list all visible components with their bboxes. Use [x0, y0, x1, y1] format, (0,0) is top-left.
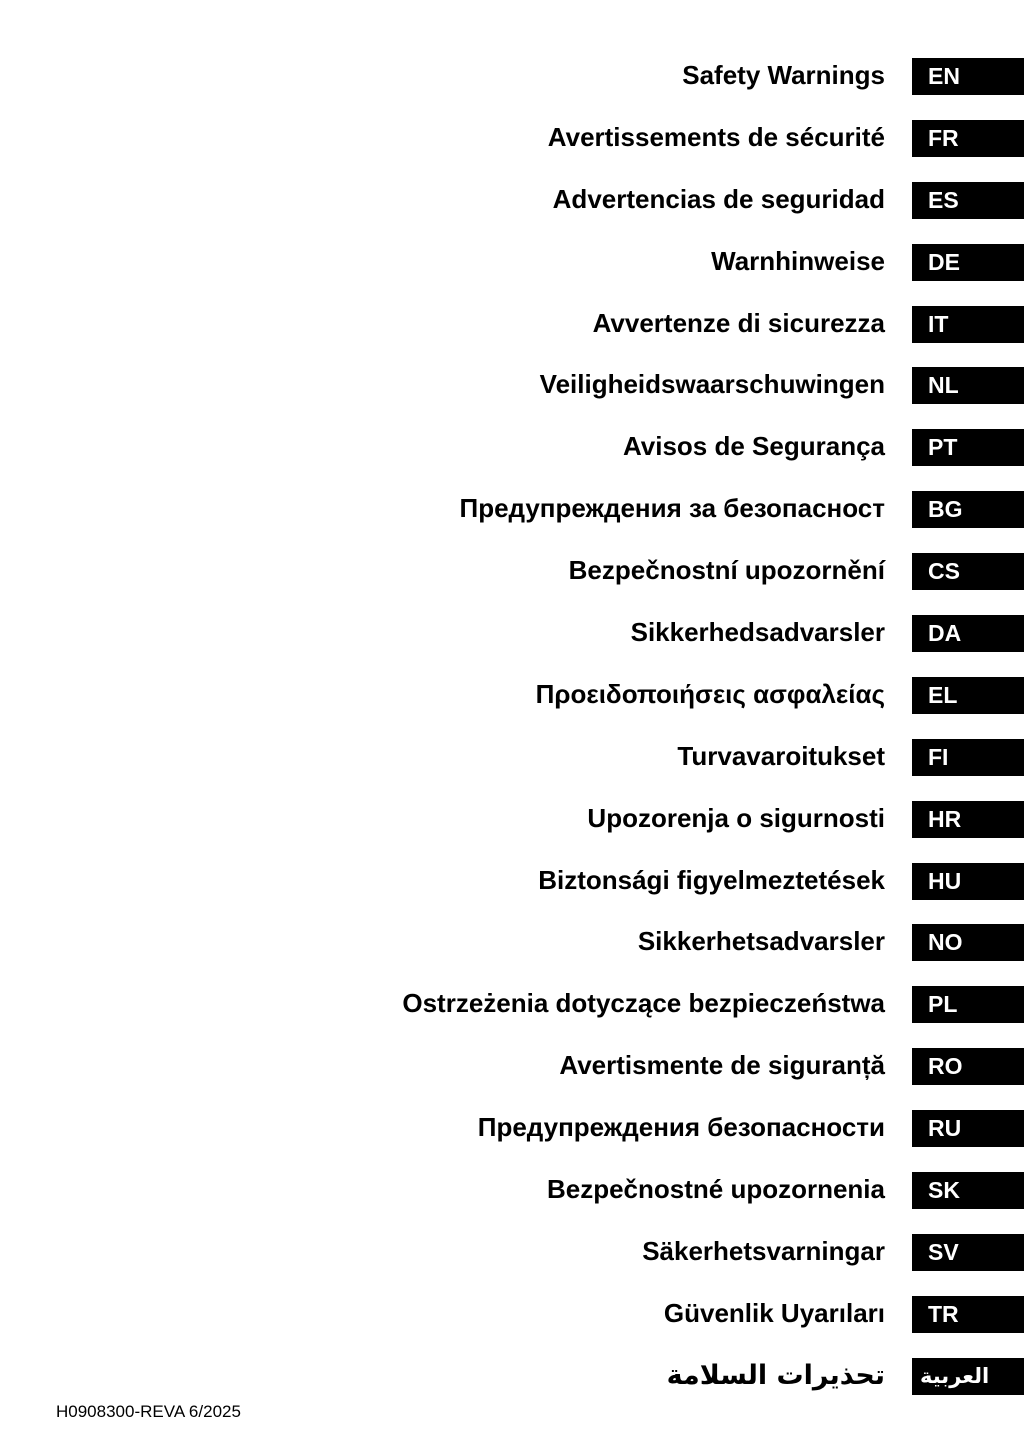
language-code-tab-pl: PL [912, 986, 1024, 1023]
language-title-da: Sikkerhedsadvarsler [630, 617, 885, 648]
language-code-tab-de: DE [912, 244, 1024, 281]
language-title-el: Προειδοποιήσεις ασφαλείας [535, 678, 885, 709]
language-row-sk [0, 1171, 1024, 1233]
language-row-hu [0, 862, 1024, 924]
language-row-pt [0, 428, 1024, 490]
language-code-tab-tr: TR [912, 1296, 1024, 1333]
language-row-sv [0, 1233, 1024, 1295]
document-reference-number: H0908300-REVA 6/2025 [56, 1402, 241, 1421]
language-row-da [0, 614, 1024, 676]
language-code-tab-ar: العربية [912, 1358, 1024, 1395]
language-title-it: Avvertenze di sicurezza [592, 307, 885, 338]
language-code-tab-it: IT [912, 306, 1024, 343]
language-code-tab-hu: HU [912, 863, 1024, 900]
language-row-es [0, 181, 1024, 243]
language-code-tab-ru: RU [912, 1110, 1024, 1147]
language-title-bg: Предупреждения за безопасност [459, 493, 885, 524]
language-row-pl [0, 985, 1024, 1047]
language-row-fi [0, 738, 1024, 800]
language-row-bg [0, 490, 1024, 552]
language-title-tr: Güvenlik Uyarıları [663, 1297, 885, 1328]
language-row-ro [0, 1047, 1024, 1109]
language-title-hr: Upozorenja o sigurnosti [587, 802, 885, 833]
language-title-no: Sikkerhetsadvarsler [637, 926, 885, 957]
language-code-tab-bg: BG [912, 491, 1024, 528]
language-title-cs: Bezpečnostní upozornění [568, 555, 885, 586]
language-code-tab-en: EN [912, 58, 1024, 95]
language-code-tab-nl: NL [912, 367, 1024, 404]
language-code-tab-fr: FR [912, 120, 1024, 157]
language-row-de [0, 243, 1024, 305]
language-row-no [0, 923, 1024, 985]
language-title-nl: Veiligheidswaarschuwingen [539, 369, 885, 400]
language-row-tr [0, 1295, 1024, 1357]
language-title-es: Advertencias de seguridad [552, 183, 885, 214]
language-row-nl [0, 366, 1024, 428]
language-row-it [0, 305, 1024, 367]
language-code-tab-cs: CS [912, 553, 1024, 590]
language-title-en: Safety Warnings [682, 60, 885, 90]
language-title-pt: Avisos de Segurança [622, 431, 885, 462]
language-title-hu: Biztonsági figyelmeztetések [538, 864, 885, 895]
language-row-cs [0, 552, 1024, 614]
language-title-sk: Bezpečnostné upozornenia [546, 1174, 885, 1205]
language-title-fi: Turvavaroitukset [677, 740, 885, 771]
language-code-tab-el: EL [912, 677, 1024, 714]
language-row-en [0, 57, 1024, 119]
language-row-hr [0, 800, 1024, 862]
language-title-de: Warnhinweise [711, 245, 885, 276]
language-code-tab-no: NO [912, 924, 1024, 961]
language-code-tab-ro: RO [912, 1048, 1024, 1085]
language-title-ro: Avertismente de siguranță [559, 1050, 885, 1081]
language-index-list [0, 57, 1024, 1419]
language-title-ru: Предупреждения безопасности [477, 1112, 885, 1143]
language-code-tab-es: ES [912, 182, 1024, 219]
language-code-tab-hr: HR [912, 801, 1024, 838]
language-code-tab-fi: FI [912, 739, 1024, 776]
language-title-sv: Säkerhetsvarningar [642, 1235, 885, 1266]
language-row-ru [0, 1109, 1024, 1171]
language-code-tab-sk: SK [912, 1172, 1024, 1209]
language-code-tab-sv: SV [912, 1234, 1024, 1271]
language-code-tab-pt: PT [912, 429, 1024, 466]
language-title-ar: تحذيرات السلامة [666, 1359, 885, 1391]
language-row-el [0, 676, 1024, 738]
language-row-fr [0, 119, 1024, 181]
language-title-fr: Avertissements de sécurité [547, 121, 885, 152]
language-title-pl: Ostrzeżenia dotyczące bezpieczeństwa [402, 988, 885, 1019]
language-code-tab-da: DA [912, 615, 1024, 652]
